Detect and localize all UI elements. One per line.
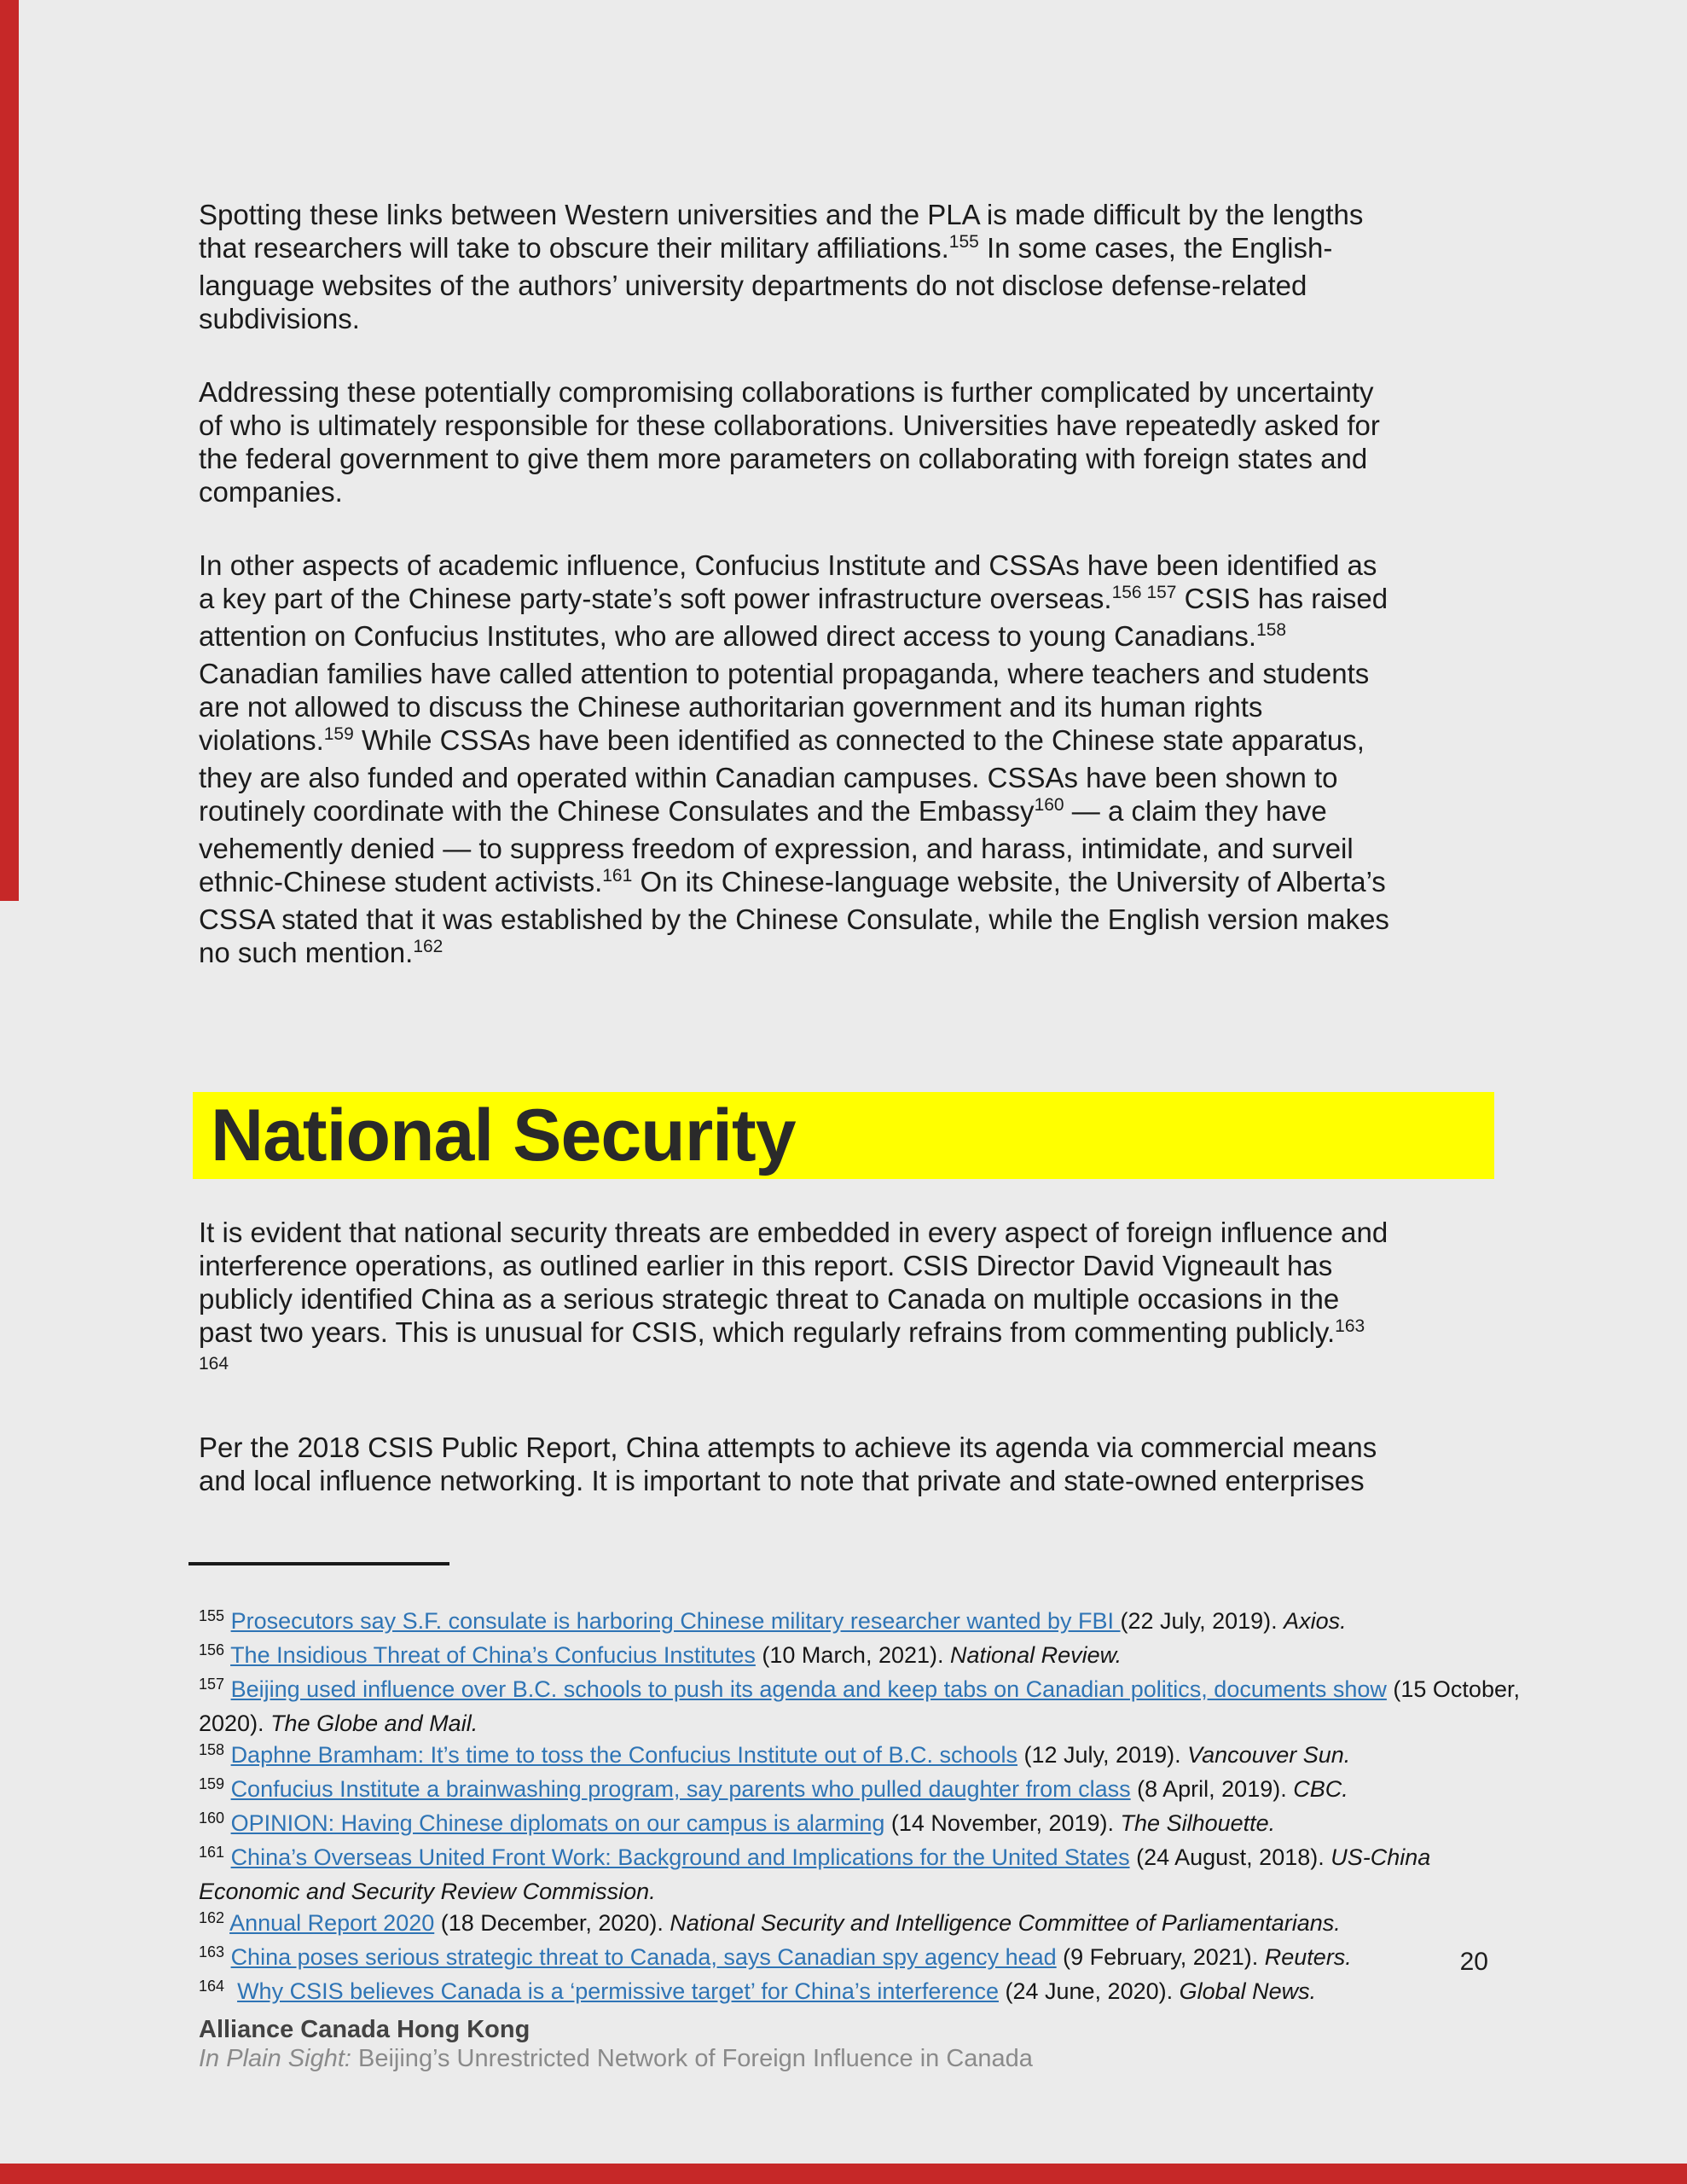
text-line	[199, 761, 1488, 794]
text-run: subdivisions.	[199, 303, 360, 334]
page-footer	[199, 2015, 1033, 2073]
footnote-link[interactable]: Prosecutors say S.F. consulate is harboring Chinese military researcher wanted by FBI	[230, 1608, 1121, 1634]
page-number: 20	[1459, 1948, 1488, 1976]
text-line	[199, 1431, 1488, 1464]
body-paragraph	[199, 1216, 1488, 1391]
text-run: (24 August, 2018).	[1129, 1844, 1331, 1870]
section-heading: National Security	[211, 1095, 796, 1176]
text-run: It is evident that national security threats are embedded in every aspect of foreign influence and	[199, 1217, 1388, 1248]
text-run: — a claim they have	[1064, 795, 1327, 827]
text-run	[224, 1642, 230, 1668]
footnote-separator	[188, 1562, 449, 1565]
text-run: Global News.	[1179, 1978, 1317, 2004]
text-line	[199, 475, 1488, 508]
text-run: violations.	[199, 724, 324, 756]
footer-report-title	[199, 2044, 1033, 2073]
superscript-ref: 161	[602, 866, 633, 886]
footnote-link[interactable]: Confucius Institute a brainwashing program, say parents who pulled daughter from class	[230, 1776, 1131, 1802]
footnote-line	[199, 1740, 1488, 1774]
text-run: (12 July, 2019).	[1017, 1742, 1188, 1768]
text-run: interference operations, as outlined earlier in this report. CSIS Director David Vigneault has	[199, 1250, 1333, 1281]
text-line	[199, 619, 1488, 657]
text-run: Economic and Security Review Commission.	[199, 1879, 656, 1904]
text-line	[199, 409, 1488, 442]
text-run: companies.	[199, 476, 343, 508]
body-paragraph	[199, 549, 1488, 973]
text-run: Axios.	[1284, 1608, 1347, 1634]
footnote-line	[199, 1842, 1488, 1876]
superscript-ref: 156	[199, 1641, 225, 1658]
text-line	[199, 582, 1488, 619]
text-run: (14 November, 2019).	[884, 1810, 1121, 1836]
text-run: In Plain Sight:	[199, 2045, 351, 2072]
text-line	[199, 302, 1488, 335]
text-run: While CSSAs have been identified as connected to the Chinese state apparatus,	[353, 724, 1365, 756]
text-run: of who is ultimately responsible for these collaborations. Universities have repeatedly asked for	[199, 410, 1380, 441]
superscript-ref: 162	[413, 937, 443, 956]
text-run: Beijing’s Unrestricted Network of Foreign Influence in Canada	[351, 2045, 1033, 2072]
text-run: are not allowed to discuss the Chinese authoritarian government and its human rights	[199, 691, 1263, 723]
footnote-link[interactable]: Annual Report 2020	[229, 1910, 435, 1936]
text-run	[224, 1844, 231, 1870]
footnote-link[interactable]: The Insidious Threat of China’s Confucius Institutes	[230, 1642, 756, 1668]
text-run: (8 April, 2019).	[1130, 1776, 1294, 1802]
text-run: CBC.	[1293, 1776, 1348, 1802]
body-paragraph	[199, 1431, 1488, 1497]
text-run	[224, 1742, 231, 1768]
text-run: Addressing these potentially compromising collaborations is further complicated by uncertainty	[199, 376, 1374, 408]
superscript-ref: 161	[199, 1844, 225, 1861]
footnote-line	[199, 1876, 1488, 1908]
superscript-ref: 155	[948, 232, 979, 252]
body-paragraph	[199, 375, 1488, 508]
red-edge-marker-left	[0, 0, 19, 901]
text-line	[199, 375, 1488, 409]
text-line	[199, 1216, 1488, 1249]
text-run: ethnic-Chinese student activists.	[199, 866, 603, 897]
text-run: (18 December, 2020).	[434, 1910, 670, 1936]
text-line	[199, 1282, 1488, 1316]
footnote-link[interactable]: OPINION: Having Chinese diplomats on our campus is alarming	[230, 1810, 885, 1836]
footer-organization: Alliance Canada Hong Kong	[199, 2016, 530, 2043]
text-run: Vancouver Sun.	[1187, 1742, 1351, 1768]
text-run: a key part of the Chinese party-state’s soft power infrastructure overseas.	[199, 583, 1112, 614]
text-run: (15 October,	[1386, 1676, 1520, 1702]
text-run: language websites of the authors’ university departments do not disclose defense-related	[199, 270, 1307, 301]
text-line	[199, 832, 1488, 865]
text-line	[199, 1353, 1488, 1391]
text-run	[224, 1978, 237, 2004]
text-line	[199, 657, 1488, 690]
text-line	[199, 198, 1488, 231]
text-run: National Security and Intelligence Committee of Parliamentarians.	[670, 1910, 1341, 1936]
text-line	[199, 903, 1488, 936]
text-line	[199, 231, 1488, 269]
text-run: The Globe and Mail.	[270, 1711, 478, 1736]
text-run: that researchers will take to obscure their military affiliations.	[199, 232, 949, 264]
superscript-ref: 159	[323, 724, 354, 744]
text-line	[199, 865, 1488, 903]
text-run: The Silhouette.	[1120, 1810, 1276, 1836]
text-run: no such mention.	[199, 937, 414, 968]
text-run: Reuters.	[1264, 1944, 1352, 1970]
text-run: National Review.	[950, 1642, 1122, 1668]
footnote-link[interactable]: Beijing used influence over B.C. schools to push its agenda and keep tabs on Canadian politics, documents show	[230, 1676, 1387, 1702]
text-line	[199, 1316, 1488, 1353]
text-line	[199, 936, 1488, 973]
superscript-ref: 157	[199, 1676, 225, 1693]
superscript-ref: 164	[199, 1978, 225, 1995]
text-run: vehemently denied — to suppress freedom of expression, and harass, intimidate, and surveil	[199, 833, 1354, 864]
text-run: On its Chinese-language website, the University of Alberta’s	[632, 866, 1386, 897]
text-run	[224, 1608, 231, 1634]
text-run: Per the 2018 CSIS Public Report, China attempts to achieve its agenda via commercial means	[199, 1432, 1377, 1463]
content-column	[199, 198, 1520, 2010]
text-run: attention on Confucius Institutes, who are allowed direct access to young Canadians.	[199, 620, 1257, 652]
text-run: the federal government to give them more parameters on collaborating with foreign states and	[199, 443, 1368, 474]
text-run: (10 March, 2021).	[755, 1642, 951, 1668]
text-run: past two years. This is unusual for CSIS, which regularly refrains from commenting publicly.	[199, 1316, 1336, 1348]
text-run: Spotting these links between Western universities and the PLA is made difficult by the lengths	[199, 199, 1364, 230]
text-line	[199, 1249, 1488, 1282]
footnote-line	[199, 1808, 1488, 1842]
superscript-ref: 163	[1335, 1316, 1365, 1336]
text-run: CSIS has raised	[1176, 583, 1388, 614]
superscript-ref: 156 157	[1111, 583, 1177, 602]
text-run: Canadian families have called attention to potential propaganda, where teachers and students	[199, 658, 1370, 689]
text-run: and local influence networking. It is important to note that private and state-owned enterprises	[199, 1465, 1365, 1496]
text-run: they are also funded and operated within Canadian campuses. CSSAs have been shown to	[199, 762, 1338, 793]
red-edge-marker-bottom	[0, 2164, 1687, 2184]
text-run	[224, 1676, 231, 1702]
superscript-ref: 164	[199, 1354, 229, 1374]
superscript-ref: 158	[1256, 620, 1287, 640]
superscript-ref: 159	[199, 1775, 225, 1792]
text-run: (22 July, 2019).	[1120, 1608, 1284, 1634]
footnote-link[interactable]: Daphne Bramham: It’s time to toss the Confucius Institute out of B.C. schools	[230, 1742, 1018, 1768]
superscript-ref: 158	[199, 1741, 225, 1758]
text-run: US-China	[1330, 1844, 1431, 1870]
footnote-line	[199, 1976, 1488, 2010]
footnote-line	[199, 1774, 1488, 1808]
footnote-line	[199, 1674, 1520, 1708]
text-run: In other aspects of academic influence, Confucius Institute and CSSAs have been identified as	[199, 549, 1377, 581]
superscript-ref: 160	[199, 1809, 225, 1827]
footnote-line	[199, 1606, 1488, 1640]
text-run: publicly identified China as a serious strategic threat to Canada on multiple occasions in the	[199, 1283, 1340, 1315]
text-line	[199, 723, 1488, 761]
superscript-ref: 155	[199, 1607, 225, 1624]
text-line	[199, 690, 1488, 723]
text-run: CSSA stated that it was established by the Chinese Consulate, while the English version makes	[199, 903, 1389, 935]
text-line	[199, 1464, 1488, 1497]
section-heading-highlight	[193, 1092, 1494, 1179]
text-run	[224, 1810, 231, 1836]
superscript-ref: 163	[199, 1943, 225, 1960]
text-run	[224, 1776, 231, 1802]
text-run: (24 June, 2020).	[998, 1978, 1180, 2004]
text-run: (9 February, 2021).	[1056, 1944, 1265, 1970]
text-line	[199, 269, 1488, 302]
text-line	[199, 794, 1488, 832]
text-run: routinely coordinate with the Chinese Consulates and the Embassy	[199, 795, 1035, 827]
text-line	[199, 549, 1488, 582]
text-run: 2020).	[199, 1711, 271, 1736]
superscript-ref: 162	[199, 1909, 225, 1926]
footnote-line	[199, 1640, 1488, 1674]
footnote-link[interactable]: China poses serious strategic threat to Canada, says Canadian spy agency head	[230, 1944, 1057, 1970]
footnote-line	[199, 1708, 1488, 1740]
footnote-link[interactable]: China’s Overseas United Front Work: Background and Implications for the United States	[230, 1844, 1130, 1870]
footnote-link[interactable]: Why CSIS believes Canada is a ‘permissive target’ for China’s interference	[237, 1978, 999, 2004]
footnote-line	[199, 1908, 1488, 1942]
text-run: In some cases, the English-	[978, 232, 1333, 264]
body-paragraph	[199, 198, 1488, 335]
text-line	[199, 442, 1488, 475]
superscript-ref: 160	[1034, 795, 1064, 815]
